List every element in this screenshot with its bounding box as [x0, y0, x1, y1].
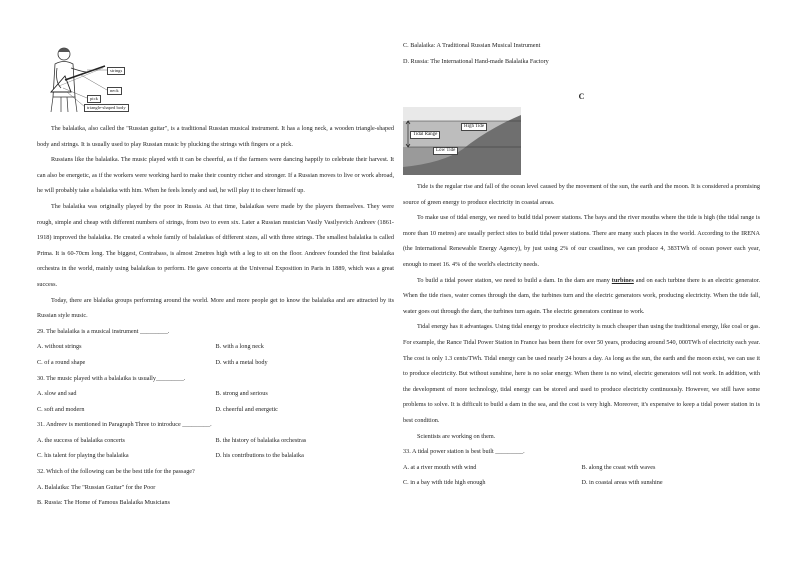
option[interactable]: C. in a bay with tide high enough	[403, 479, 486, 487]
question-stem: 32. Which of the following can be the best title for the passage?	[37, 468, 195, 476]
label-body: triangle-shaped body	[84, 104, 129, 112]
option[interactable]: C. of a round shape	[37, 358, 86, 366]
paragraph: Russians like the balalaika. The music played with it can be cheerful, as if the farmers were dancing happily to celebrate their harvest. It can also be energetic, as if the workers were working hard to make their country richer and stronger. If a Russian moves to live or work abroad, he will probably take a balalaika with him. When he feels lonely and sad, he will play it to cheer himself up.	[37, 156, 394, 195]
option[interactable]: C. his talent for playing the balalaika	[37, 452, 129, 460]
text-span: To build a tidal power station, we need to build a dam. In the dam are many	[417, 276, 612, 284]
option[interactable]: A. without strings	[37, 343, 82, 351]
question-options	[37, 386, 394, 417]
question-stem: 33. A tidal power station is best built _________.	[403, 448, 525, 456]
question-options	[37, 339, 394, 370]
option[interactable]: D. in coastal areas with sunshine	[581, 479, 663, 487]
paragraph: The balalaika was originally played by the poor in Russia. At that time, balalaikas were made by the players themselves. They were rough, simple and cheap with different numbers of strings, from two to even six. Later a Russian musician Vasily Vasilyevich Andreev (1861-1918) improved the balalaika. He created a whole family of balalaikas of different sizes, all with three strings. The smallest balalaika is called Prima. It is 60-70cm long. The biggest, Contrabass, is almost 2metres high with a leg to sit on the floor. Andreev founded the first balalaika orchestra in the world, mainly using balalaikas to perform. He gave concerts at the Universal Exposition in Paris in 1889, which was a great success.	[37, 202, 394, 288]
option[interactable]: A. at a river mouth with wind	[403, 463, 477, 471]
label-neck: neck	[107, 87, 122, 95]
paragraph: Tide is the regular rise and fall of the ocean level caused by the movement of the sun, the earth and the moon. It is considered a promising source of green energy to produce electricity in coastal areas.	[403, 183, 760, 206]
question-options	[403, 460, 760, 491]
option[interactable]: D. his contributions to the balalaika	[215, 452, 304, 460]
passage-tidal-energy	[403, 179, 760, 491]
balalaika-figure	[37, 42, 137, 114]
section-heading: C	[578, 92, 585, 101]
question-stem: 29. The balalaika is a musical instrument _________.	[37, 327, 170, 335]
passage-balalaika	[37, 121, 394, 511]
option[interactable]: A. Balalaika: The "Russian Guitar" for the Poor	[37, 483, 156, 491]
option[interactable]: D. cheerful and energetic	[215, 405, 278, 413]
question-options	[37, 433, 394, 464]
option[interactable]: B. with a long neck	[215, 343, 264, 351]
option[interactable]: D. Russia: The International Hand-made Balalaika Factory	[403, 58, 549, 65]
paragraph: Today, there are blalaika groups performing around the world. More and more people get to know the balalaika and are attracted by its Russian style music.	[37, 296, 394, 320]
keyword-turbines: turbines	[611, 276, 634, 284]
paragraph: Scientists are working on them.	[417, 432, 496, 440]
option[interactable]: C. Balalaika: A Traditional Russian Musical Instrument	[403, 42, 541, 49]
tidal-range-diagram	[403, 107, 521, 175]
paragraph: Tidal energy has it advantages. Using tidal energy to produce electricity is much cheaper than using the traditional energy, like coal or gas. For example, the Rance Tidal Power Station in France has been there for over 50 years, producing around 540, 000TWh of electricity each year. The cost is only 1.3 cents/TWh. Tidal energy can be used nearly 24 hours a day. As long as the sun, the earth and the moon exist, we can use it to produce electricity. But without sunshine, here is no solar energy. When there is no wind, electric generators will not work. In addition, with the development of more technology, tidal energy can be stored and used to produce electricity continuously. However, we still have some problems to solve. It is difficult to build a dam in the sea, and the cost is very high. Moreover, it's expensive to keep a tidal power station in is best condition.	[403, 323, 760, 424]
paragraph	[403, 273, 760, 320]
question-stem: 30. The music played with a balalaika is usually_________.	[37, 374, 186, 382]
question-stem: 31. Andreev is mentioned in Paragraph Three to introduce _________.	[37, 421, 212, 429]
text-span: and on each turbine there is an electric generator. When the tide rises, water comes through the dam, the turbines turn and the electric generators work, producing electricity. When the tide fall, water goes out through the dam, the turbines turn again. The electric generators continue to work.	[403, 276, 760, 315]
option[interactable]: B. along the coast with waves	[581, 463, 656, 471]
option[interactable]: B. the history of balalaika orchestras	[215, 436, 307, 444]
option[interactable]: A. slow and sad	[37, 390, 77, 398]
label-pick: pick	[87, 95, 101, 103]
option[interactable]: C. soft and modern	[37, 405, 85, 413]
option[interactable]: B. strong and serious	[215, 390, 268, 398]
option[interactable]: B. Russia: The Home of Famous Balalaika Musicians	[37, 499, 170, 507]
tidal-diagram	[403, 107, 521, 175]
paragraph: To make use of tidal energy, we need to build tidal power stations. The bays and the river mouths where the tide is high (the tidal range is more than 10 metres) are usually perfect sites to build tidal power stations. There are many such places in the world. According to the IRENA (the International Renewable Energy Agency), by just using 2% of our coastlines, we can produce 4, 383TWh of ocean power each year, enough to meet 16. 4% of the world's electricity needs.	[403, 214, 760, 268]
label-low-tide: Low Tide	[433, 147, 458, 155]
label-strings: strings	[107, 67, 125, 75]
label-tidal-range: Tidal Range	[410, 131, 440, 139]
label-high-tide: High Tide	[461, 123, 487, 131]
paragraph: The balalaika, also called the "Russian guitar", is a traditional Russian musical instrument. It has a long neck, a wooden triangle-shaped body and strings. It is usually used to play Russian music by plucking the strings with fingers or a pick.	[37, 125, 394, 148]
option[interactable]: D. with a metal body	[215, 358, 268, 366]
option[interactable]: A. the success of balalaika concerts	[37, 436, 125, 444]
